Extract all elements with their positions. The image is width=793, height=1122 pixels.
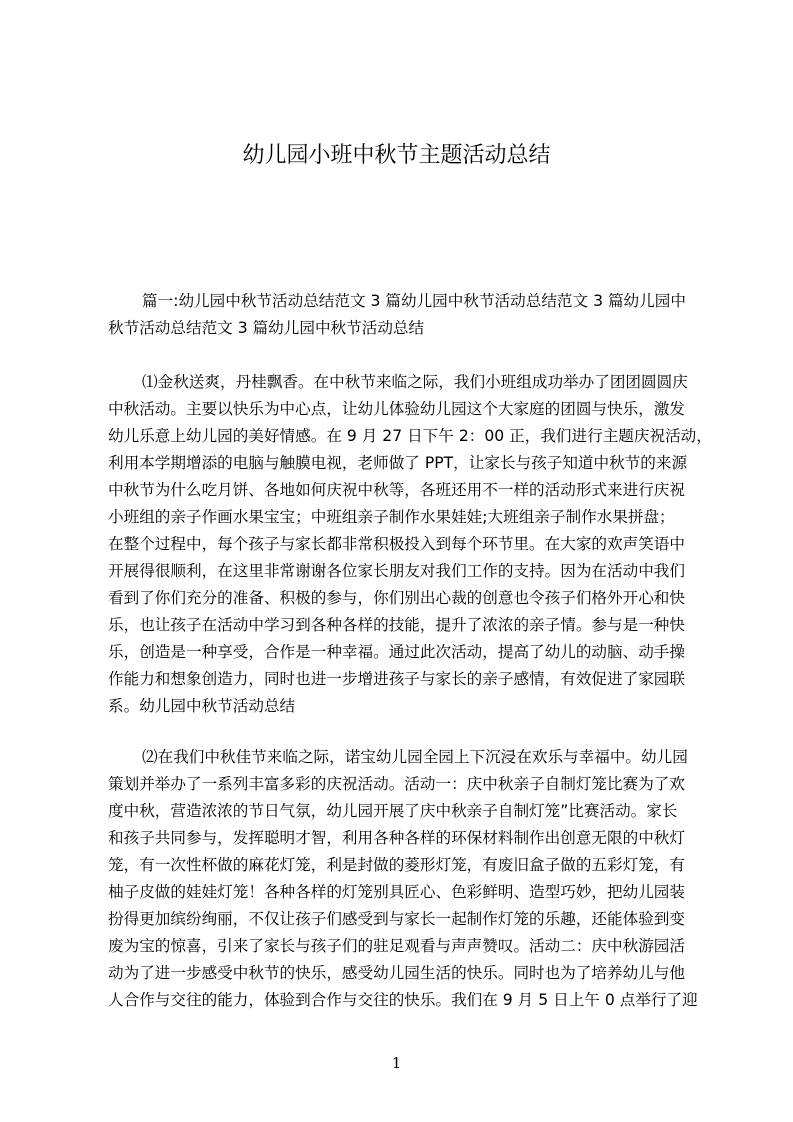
- document-title: 幼儿园小班中秋节主题活动总结: [242, 143, 551, 168]
- text-line: 小班组的亲子作画水果宝宝；中班组亲子制作水果娃娃;大班组亲子制作水果拼盘；: [108, 508, 675, 526]
- text-line: 开展得很顺利，在这里非常谢谢各位家长朋友对我们工作的支持。因为在活动中我们: [108, 562, 685, 580]
- text-line: 中秋节为什么吃月饼、各地如何庆祝中秋等，各班还用不一样的活动形式来进行庆祝: [108, 481, 685, 499]
- text-line: 中秋活动。主要以快乐为中心点，让幼儿体验幼儿园这个大家庭的团圆与快乐，激发: [108, 400, 685, 418]
- text-line: 看到了你们充分的准备、积极的参与，你们别出心裁的创意也令孩子们格外开心和快: [108, 589, 685, 607]
- text-line: 秋节活动总结范文 3 篇幼儿园中秋节活动总结: [108, 319, 425, 337]
- text-line: 作能力和想象创造力，同时也进一步增进孩子与家长的亲子感情，有效促进了家园联: [108, 670, 685, 688]
- text-line: 系。幼儿园中秋节活动总结: [108, 697, 296, 715]
- text-line: 笼，有一次性杯做的麻花灯笼，利是封做的菱形灯笼，有废旧盒子做的五彩灯笼，有: [108, 856, 685, 874]
- text-line: 乐，创造是一种享受，合作是一种幸福。通过此次活动，提高了幼儿的动脑、动手操: [108, 643, 685, 661]
- text-line: 废为宝的惊喜，引来了家长与孩子们的驻足观看与声声赞叹。活动二：庆中秋游园活: [108, 937, 685, 955]
- text-line: 策划并举办了一系列丰富多彩的庆祝活动。活动一：庆中秋亲子自制灯笼比赛为了欢: [108, 775, 685, 793]
- page-number: 1: [391, 1054, 402, 1072]
- text-line: 和孩子共同参与，发挥聪明才智，利用各种各样的环保材料制作出创意无限的中秋灯: [108, 829, 685, 847]
- text-line: 人合作与交往的能力，体验到合作与交往的快乐。我们在 9 月 5 日上午 0 点举行了迎: [108, 991, 698, 1009]
- text-line: ⑴金秋送爽，丹桂飘香。在中秋节来临之际，我们小班组成功举办了团团圆圆庆: [142, 373, 688, 391]
- text-line: 乐，也让孩子在活动中学习到各种各样的技能，提升了浓浓的亲子情。参与是一种快: [108, 616, 685, 634]
- text-line: 利用本学期增添的电脑与触膜电视，老师做了 PPT，让家长与孩子知道中秋节的来源: [108, 454, 688, 472]
- text-line: 柚子皮做的娃娃灯笼！各种各样的灯笼别具匠心、色彩鲜明、造型巧妙，把幼儿园装: [108, 883, 685, 901]
- text-line: 幼儿乐意上幼儿园的美好情感。在 9 月 27 日下午 2：00 正，我们进行主题庆祝活动，: [108, 427, 712, 445]
- text-line: 度中秋，营造浓浓的节日气氛，幼儿园开展了庆中秋亲子自制灯笼”比赛活动。家长: [108, 802, 678, 820]
- text-line: ⑵在我们中秋佳节来临之际，诺宝幼儿园全园上下沉浸在欢乐与幸福中。幼儿园: [142, 748, 688, 766]
- text-line: 篇一:幼儿园中秋节活动总结范文 3 篇幼儿园中秋节活动总结范文 3 篇幼儿园中: [142, 292, 686, 310]
- text-line: 动为了进一步感受中秋节的快乐，感受幼儿园生活的快乐。同时也为了培养幼儿与他: [108, 964, 685, 982]
- text-line: 扮得更加缤纷绚丽，不仅让孩子们感受到与家长一起制作灯笼的乐趣，还能体验到变: [108, 910, 685, 928]
- text-line: 在整个过程中，每个孩子与家长都非常积极投入到每个环节里。在大家的欢声笑语中: [108, 535, 685, 553]
